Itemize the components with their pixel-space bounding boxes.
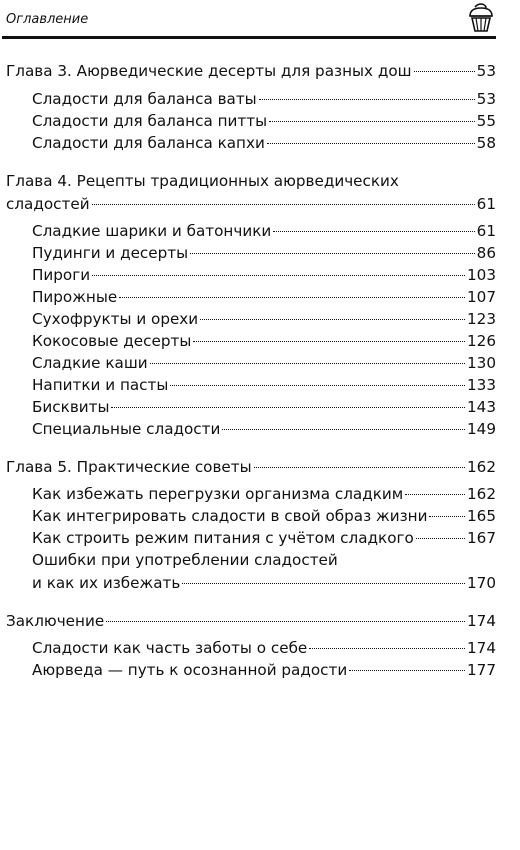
dot-leader	[119, 297, 465, 298]
toc-page-number: 133	[467, 376, 496, 394]
toc-entry-title: Как интегрировать сладости в свой образ жизни	[32, 507, 428, 525]
toc-entry[interactable]	[32, 109, 496, 133]
toc-page-number: 53	[476, 62, 496, 80]
toc-entry[interactable]	[32, 285, 496, 309]
toc-entry-title: и как их избежать	[32, 574, 181, 592]
toc-page-number: 162	[467, 485, 496, 503]
toc-entry-title: Сладкие шарики и батончики	[32, 222, 272, 240]
toc-entry-title: Бисквиты	[32, 398, 110, 416]
running-header	[0, 0, 520, 44]
toc-entry-line1[interactable]: Ошибки при употреблении сладостей	[32, 551, 338, 569]
toc-entry-title: Напитки и пасты	[32, 376, 169, 394]
toc-page-number: 174	[467, 639, 496, 657]
dot-leader	[92, 275, 465, 276]
dot-leader	[429, 516, 465, 517]
toc-chapter-4[interactable]	[6, 192, 496, 216]
toc-entry-title: сладостей	[6, 195, 90, 213]
header-rule	[2, 36, 496, 39]
toc-entry[interactable]	[32, 87, 496, 111]
dot-leader	[259, 99, 475, 100]
toc-page-number: 103	[467, 266, 496, 284]
toc-entry[interactable]	[32, 329, 496, 353]
toc-entry-title: Аюрведа — путь к осознанной радости	[32, 661, 348, 679]
toc-page-number: 165	[467, 507, 496, 525]
toc-page-number: 143	[467, 398, 496, 416]
dot-leader	[349, 670, 465, 671]
toc-entry-title: Как избежать перегрузки организма сладким	[32, 485, 404, 503]
toc-entry[interactable]	[32, 307, 496, 331]
toc-entry[interactable]	[32, 395, 496, 419]
toc-page-number: 53	[476, 90, 496, 108]
toc-entry-title: Сладости для баланса ваты	[32, 90, 257, 108]
toc-entry[interactable]	[32, 263, 496, 287]
toc-entry[interactable]	[32, 373, 496, 397]
toc-entry-title: Кокосовые десерты	[32, 332, 192, 350]
toc-page-number: 170	[467, 574, 496, 592]
toc-entry-title: Сладости для баланса капхи	[32, 134, 265, 152]
toc-entry[interactable]	[32, 131, 496, 155]
toc-page-number: 107	[467, 288, 496, 306]
dot-leader	[193, 341, 465, 342]
toc-entry[interactable]	[32, 504, 496, 528]
toc-entry-title: Сладости как часть заботы о себе	[32, 639, 308, 657]
dot-leader	[150, 363, 465, 364]
toc-entry[interactable]	[32, 351, 496, 375]
dot-leader	[267, 143, 475, 144]
toc-chapter-3[interactable]	[6, 59, 496, 83]
toc-page-number: 177	[467, 661, 496, 679]
toc-entry[interactable]	[32, 636, 496, 660]
dot-leader	[182, 583, 465, 584]
toc-page-number: 55	[476, 112, 496, 130]
toc-entry-title: Глава 5. Практические советы	[6, 458, 252, 476]
dot-leader	[222, 429, 465, 430]
dot-leader	[106, 621, 465, 622]
cupcake-icon	[466, 3, 496, 33]
dot-leader	[254, 467, 465, 468]
dot-leader	[170, 385, 465, 386]
toc-entry-title: Пироги	[32, 266, 91, 284]
dot-leader	[200, 319, 465, 320]
toc-conclusion[interactable]	[6, 609, 496, 633]
toc-entry[interactable]	[32, 658, 496, 682]
toc-page-number: 149	[467, 420, 496, 438]
toc-entry[interactable]	[32, 526, 496, 550]
toc-entry[interactable]	[32, 571, 496, 595]
dot-leader	[414, 71, 475, 72]
toc-page-number: 123	[467, 310, 496, 328]
toc-chapter-4-line1[interactable]: Глава 4. Рецепты традиционных аюрведических	[6, 172, 399, 190]
dot-leader	[92, 204, 475, 205]
toc-entry[interactable]	[32, 482, 496, 506]
dot-leader	[309, 648, 465, 649]
toc-entry-title: Как строить режим питания с учётом сладкого	[32, 529, 414, 547]
toc-page-number: 167	[467, 529, 496, 547]
dot-leader	[416, 538, 465, 539]
toc-page-number: 174	[467, 612, 496, 630]
toc-entry-title: Пудинги и десерты	[32, 244, 189, 262]
toc-entry-title: Заключение	[6, 612, 105, 630]
toc-entry-title: Глава 3. Аюрведические десерты для разных дош	[6, 62, 412, 80]
toc-page-number: 162	[467, 458, 496, 476]
toc-entry[interactable]	[32, 417, 496, 441]
dot-leader	[190, 253, 475, 254]
toc-page-number: 126	[467, 332, 496, 350]
toc-entry-title: Специальные сладости	[32, 420, 221, 438]
toc-chapter-5[interactable]	[6, 455, 496, 479]
toc-page-number: 61	[476, 222, 496, 240]
toc-page-number: 86	[476, 244, 496, 262]
toc-entry-title: Пирожные	[32, 288, 118, 306]
toc-entry-title: Сухофрукты и орехи	[32, 310, 199, 328]
dot-leader	[405, 494, 465, 495]
toc-entry[interactable]	[32, 241, 496, 265]
toc-page-number: 58	[476, 134, 496, 152]
dot-leader	[111, 407, 465, 408]
dot-leader	[269, 121, 475, 122]
toc-entry-title: Сладости для баланса питты	[32, 112, 268, 130]
header-title: Оглавление	[6, 12, 89, 27]
toc-page-number: 130	[467, 354, 496, 372]
toc-page-number: 61	[476, 195, 496, 213]
dot-leader	[273, 231, 474, 232]
toc-entry-title: Сладкие каши	[32, 354, 148, 372]
toc-entry[interactable]	[32, 219, 496, 243]
